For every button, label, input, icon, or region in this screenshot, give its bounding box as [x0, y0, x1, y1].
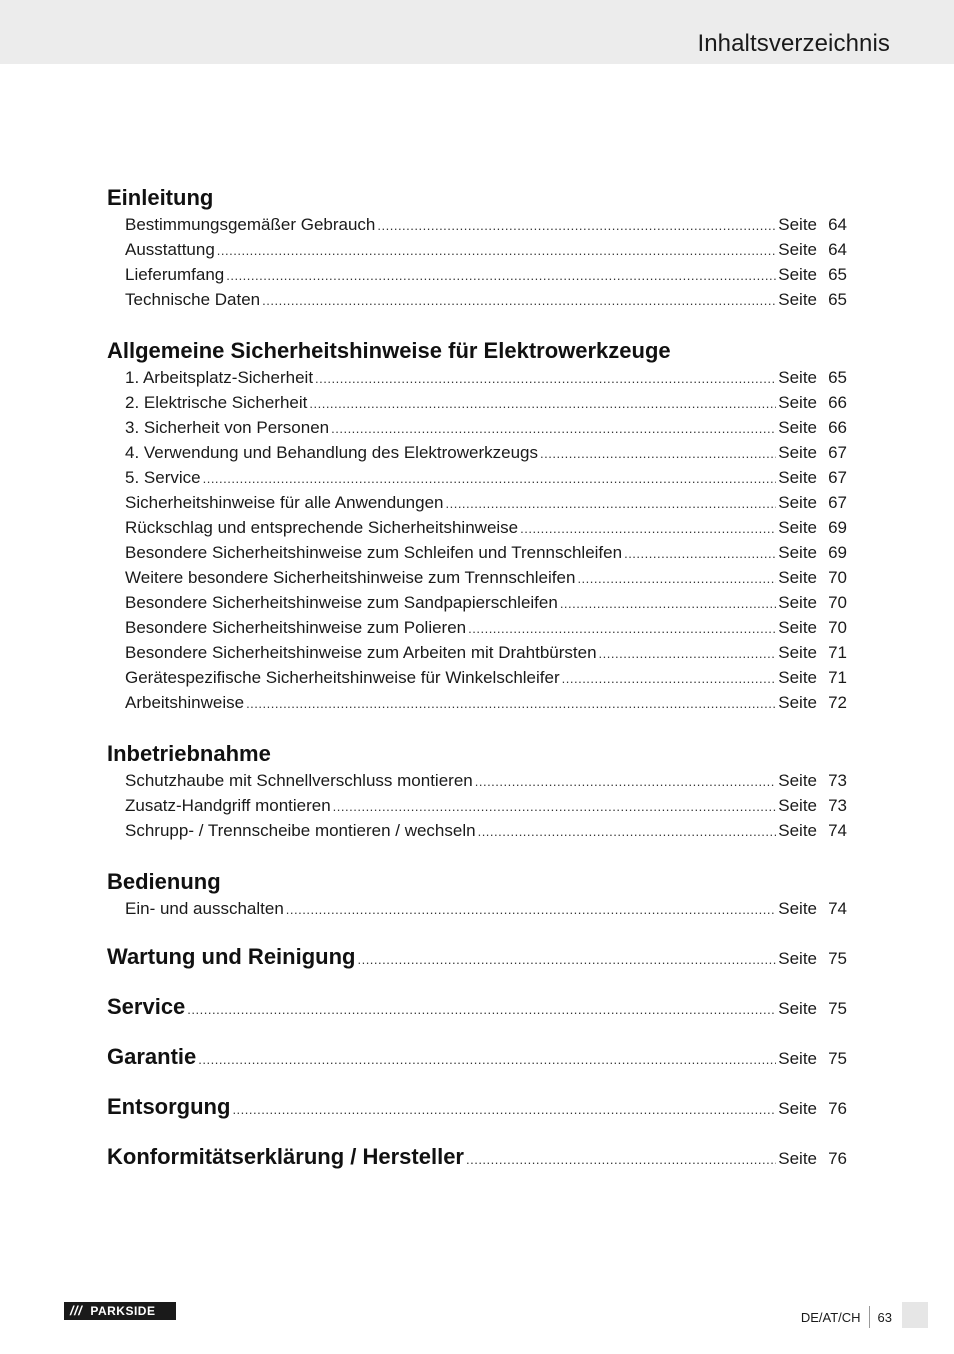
entry-label: Ein- und ausschalten [125, 899, 284, 918]
section-heading: Bedienung [107, 869, 221, 894]
brand-slashes: /// [70, 1303, 83, 1318]
toc-main-entry-service[interactable] [107, 993, 847, 1021]
entry-label: Lieferumfang [125, 265, 225, 284]
parkside-logo [64, 1302, 176, 1320]
main-entry-label: Entsorgung [107, 1094, 231, 1119]
page-word: Seite [778, 899, 817, 918]
entry-label: Besondere Sicherheitshinweise zum Schleifen und Trennschleifen [125, 543, 623, 562]
toc-entry[interactable] [125, 365, 847, 390]
footer-box [902, 1302, 928, 1328]
leader-dots [226, 263, 776, 288]
leader-dots [203, 466, 777, 491]
toc-entry[interactable] [125, 465, 847, 490]
leader-dots [445, 491, 776, 516]
page-number: 75 [828, 1049, 847, 1068]
page-number: 65 [828, 368, 847, 387]
page-number: 64 [828, 215, 847, 234]
page-number: 69 [828, 518, 847, 537]
page-word: Seite [778, 265, 817, 284]
toc-entry[interactable] [125, 896, 847, 921]
leader-dots [315, 366, 776, 391]
toc-entry[interactable] [125, 540, 847, 565]
page-word: Seite [778, 821, 817, 840]
page-number: 69 [828, 543, 847, 562]
page-word: Seite [778, 771, 817, 790]
toc-entry[interactable] [125, 690, 847, 715]
entry-label: Besondere Sicherheitshinweise zum Polieren [125, 618, 467, 637]
page-number: 67 [828, 493, 847, 512]
page-word: Seite [778, 568, 817, 587]
page-word: Seite [778, 493, 817, 512]
toc-entry[interactable] [125, 390, 847, 415]
page-word: Seite [778, 215, 817, 234]
toc-main-entry-garantie[interactable] [107, 1043, 847, 1071]
toc-entry[interactable] [125, 490, 847, 515]
footer-meta [801, 1306, 892, 1328]
toc-entry[interactable] [125, 262, 847, 287]
page-word: Seite [778, 1149, 817, 1168]
leader-dots [232, 1096, 776, 1124]
entry-label: 2. Elektrische Sicherheit [125, 393, 308, 412]
page-word: Seite [778, 240, 817, 259]
page-number: 71 [828, 668, 847, 687]
toc-entry[interactable] [125, 515, 847, 540]
leader-dots [577, 566, 776, 591]
toc-entry[interactable] [125, 287, 847, 312]
page-word: Seite [778, 393, 817, 412]
main-entry-label: Wartung und Reinigung [107, 944, 356, 969]
main-entry-label: Konformitätserklärung / Hersteller [107, 1144, 464, 1169]
leader-dots [466, 1146, 776, 1174]
leader-dots [187, 996, 776, 1024]
page-word: Seite [778, 796, 817, 815]
footer-divider [869, 1306, 870, 1328]
toc-entry[interactable] [125, 793, 847, 818]
page-number: 67 [828, 443, 847, 462]
section-heading: Einleitung [107, 185, 214, 210]
section-heading: Inbetriebnahme [107, 741, 271, 766]
page-number: 66 [828, 393, 847, 412]
leader-dots [562, 666, 777, 691]
page-word: Seite [778, 543, 817, 562]
page-word: Seite [778, 443, 817, 462]
toc-entry[interactable] [125, 665, 847, 690]
leader-dots [333, 794, 777, 819]
leader-dots [624, 541, 776, 566]
leader-dots [540, 441, 776, 466]
toc-main-entry-wartung[interactable] [107, 943, 847, 971]
toc-section-sicherheitshinweise [107, 337, 847, 715]
leader-dots [599, 641, 777, 666]
toc-entry[interactable] [125, 565, 847, 590]
page-number: 74 [828, 821, 847, 840]
leader-dots [475, 769, 777, 794]
page-word: Seite [778, 593, 817, 612]
entry-label: 3. Sicherheit von Personen [125, 418, 330, 437]
main-entry-label: Service [107, 994, 186, 1019]
page-number: 74 [828, 899, 847, 918]
toc-entry[interactable] [125, 615, 847, 640]
page-number: 64 [828, 240, 847, 259]
footer-locale: DE/AT/CH [800, 1309, 861, 1325]
leader-dots [246, 691, 776, 716]
page-word: Seite [778, 368, 817, 387]
toc-entry[interactable] [125, 237, 847, 262]
entry-label: Besondere Sicherheitshinweise zum Arbeiten mit Drahtbürsten [125, 643, 597, 662]
main-entry-label: Garantie [107, 1044, 197, 1069]
leader-dots [560, 591, 776, 616]
page-number: 67 [828, 468, 847, 487]
page-number: 65 [828, 265, 847, 284]
leader-dots [331, 416, 776, 441]
page-number: 66 [828, 418, 847, 437]
toc-entry[interactable] [125, 640, 847, 665]
page-number: 76 [828, 1099, 847, 1118]
toc-main-entry-entsorgung[interactable] [107, 1093, 847, 1121]
entry-label: Arbeitshinweise [125, 693, 245, 712]
page-word: Seite [778, 999, 817, 1018]
leader-dots [217, 238, 776, 263]
leader-dots [478, 819, 777, 844]
toc-section-inbetriebnahme [107, 740, 847, 843]
entry-label: Schutzhaube mit Schnellverschluss montieren [125, 771, 473, 790]
toc-entry[interactable] [125, 590, 847, 615]
toc-entry[interactable] [125, 440, 847, 465]
page-number: 65 [828, 290, 847, 309]
leader-dots [198, 1046, 776, 1074]
section-heading: Allgemeine Sicherheitshinweise für Elektrowerkzeuge [107, 338, 671, 363]
leader-dots [468, 616, 776, 641]
entry-label: Besondere Sicherheitshinweise zum Sandpapierschleifen [125, 593, 558, 612]
footer-page-number: 63 [877, 1309, 892, 1325]
leader-dots [520, 516, 776, 541]
entry-label: Schrupp- / Trennscheibe montieren / wechseln [125, 821, 476, 840]
page-number: 71 [828, 643, 847, 662]
leader-dots [357, 946, 776, 974]
entry-label: Weitere besondere Sicherheitshinweise zum Trennschleifen [125, 568, 576, 587]
page-word: Seite [778, 1099, 817, 1118]
brand-name: PARKSIDE [90, 1304, 156, 1318]
page-word: Seite [778, 468, 817, 487]
page-word: Seite [778, 518, 817, 537]
toc-main-entry-konformitaet[interactable] [107, 1143, 847, 1171]
leader-dots [286, 897, 776, 922]
page-number: 75 [828, 999, 847, 1018]
entry-label: Rückschlag und entsprechende Sicherheitshinweise [125, 518, 519, 537]
entry-label: 5. Service [125, 468, 201, 487]
toc-entry[interactable] [125, 768, 847, 793]
entry-label: Bestimmungsgemäßer Gebrauch [125, 215, 376, 234]
page-word: Seite [778, 290, 817, 309]
page-number: 75 [828, 949, 847, 968]
entry-label: Sicherheitshinweise für alle Anwendungen [125, 493, 444, 512]
page-word: Seite [778, 668, 817, 687]
toc-section-bedienung [107, 868, 847, 921]
page-word: Seite [778, 1049, 817, 1068]
page-number: 72 [828, 693, 847, 712]
table-of-contents [107, 184, 847, 1171]
entry-label: Gerätespezifische Sicherheitshinweise für Winkelschleifer [125, 668, 560, 687]
toc-entry[interactable] [125, 415, 847, 440]
page-number: 73 [828, 771, 847, 790]
entry-label: Ausstattung [125, 240, 215, 259]
leader-dots [377, 213, 776, 238]
entry-label: 4. Verwendung und Behandlung des Elektrowerkzeugs [125, 443, 539, 462]
toc-entry[interactable] [125, 818, 847, 843]
entry-label: 1. Arbeitsplatz-Sicherheit [125, 368, 314, 387]
page-number: 73 [828, 796, 847, 815]
page-word: Seite [778, 418, 817, 437]
page-number: 76 [828, 1149, 847, 1168]
page-word: Seite [778, 618, 817, 637]
page-title: Inhaltsverzeichnis [697, 30, 890, 57]
entry-label: Technische Daten [125, 290, 261, 309]
page-word: Seite [778, 643, 817, 662]
leader-dots [309, 391, 776, 416]
toc-section-einleitung [107, 184, 847, 312]
toc-entry[interactable] [125, 212, 847, 237]
page-number: 70 [828, 593, 847, 612]
page-number: 70 [828, 568, 847, 587]
leader-dots [262, 288, 776, 313]
page-number: 70 [828, 618, 847, 637]
entry-label: Zusatz-Handgriff montieren [125, 796, 331, 815]
page-word: Seite [778, 693, 817, 712]
page-word: Seite [778, 949, 817, 968]
